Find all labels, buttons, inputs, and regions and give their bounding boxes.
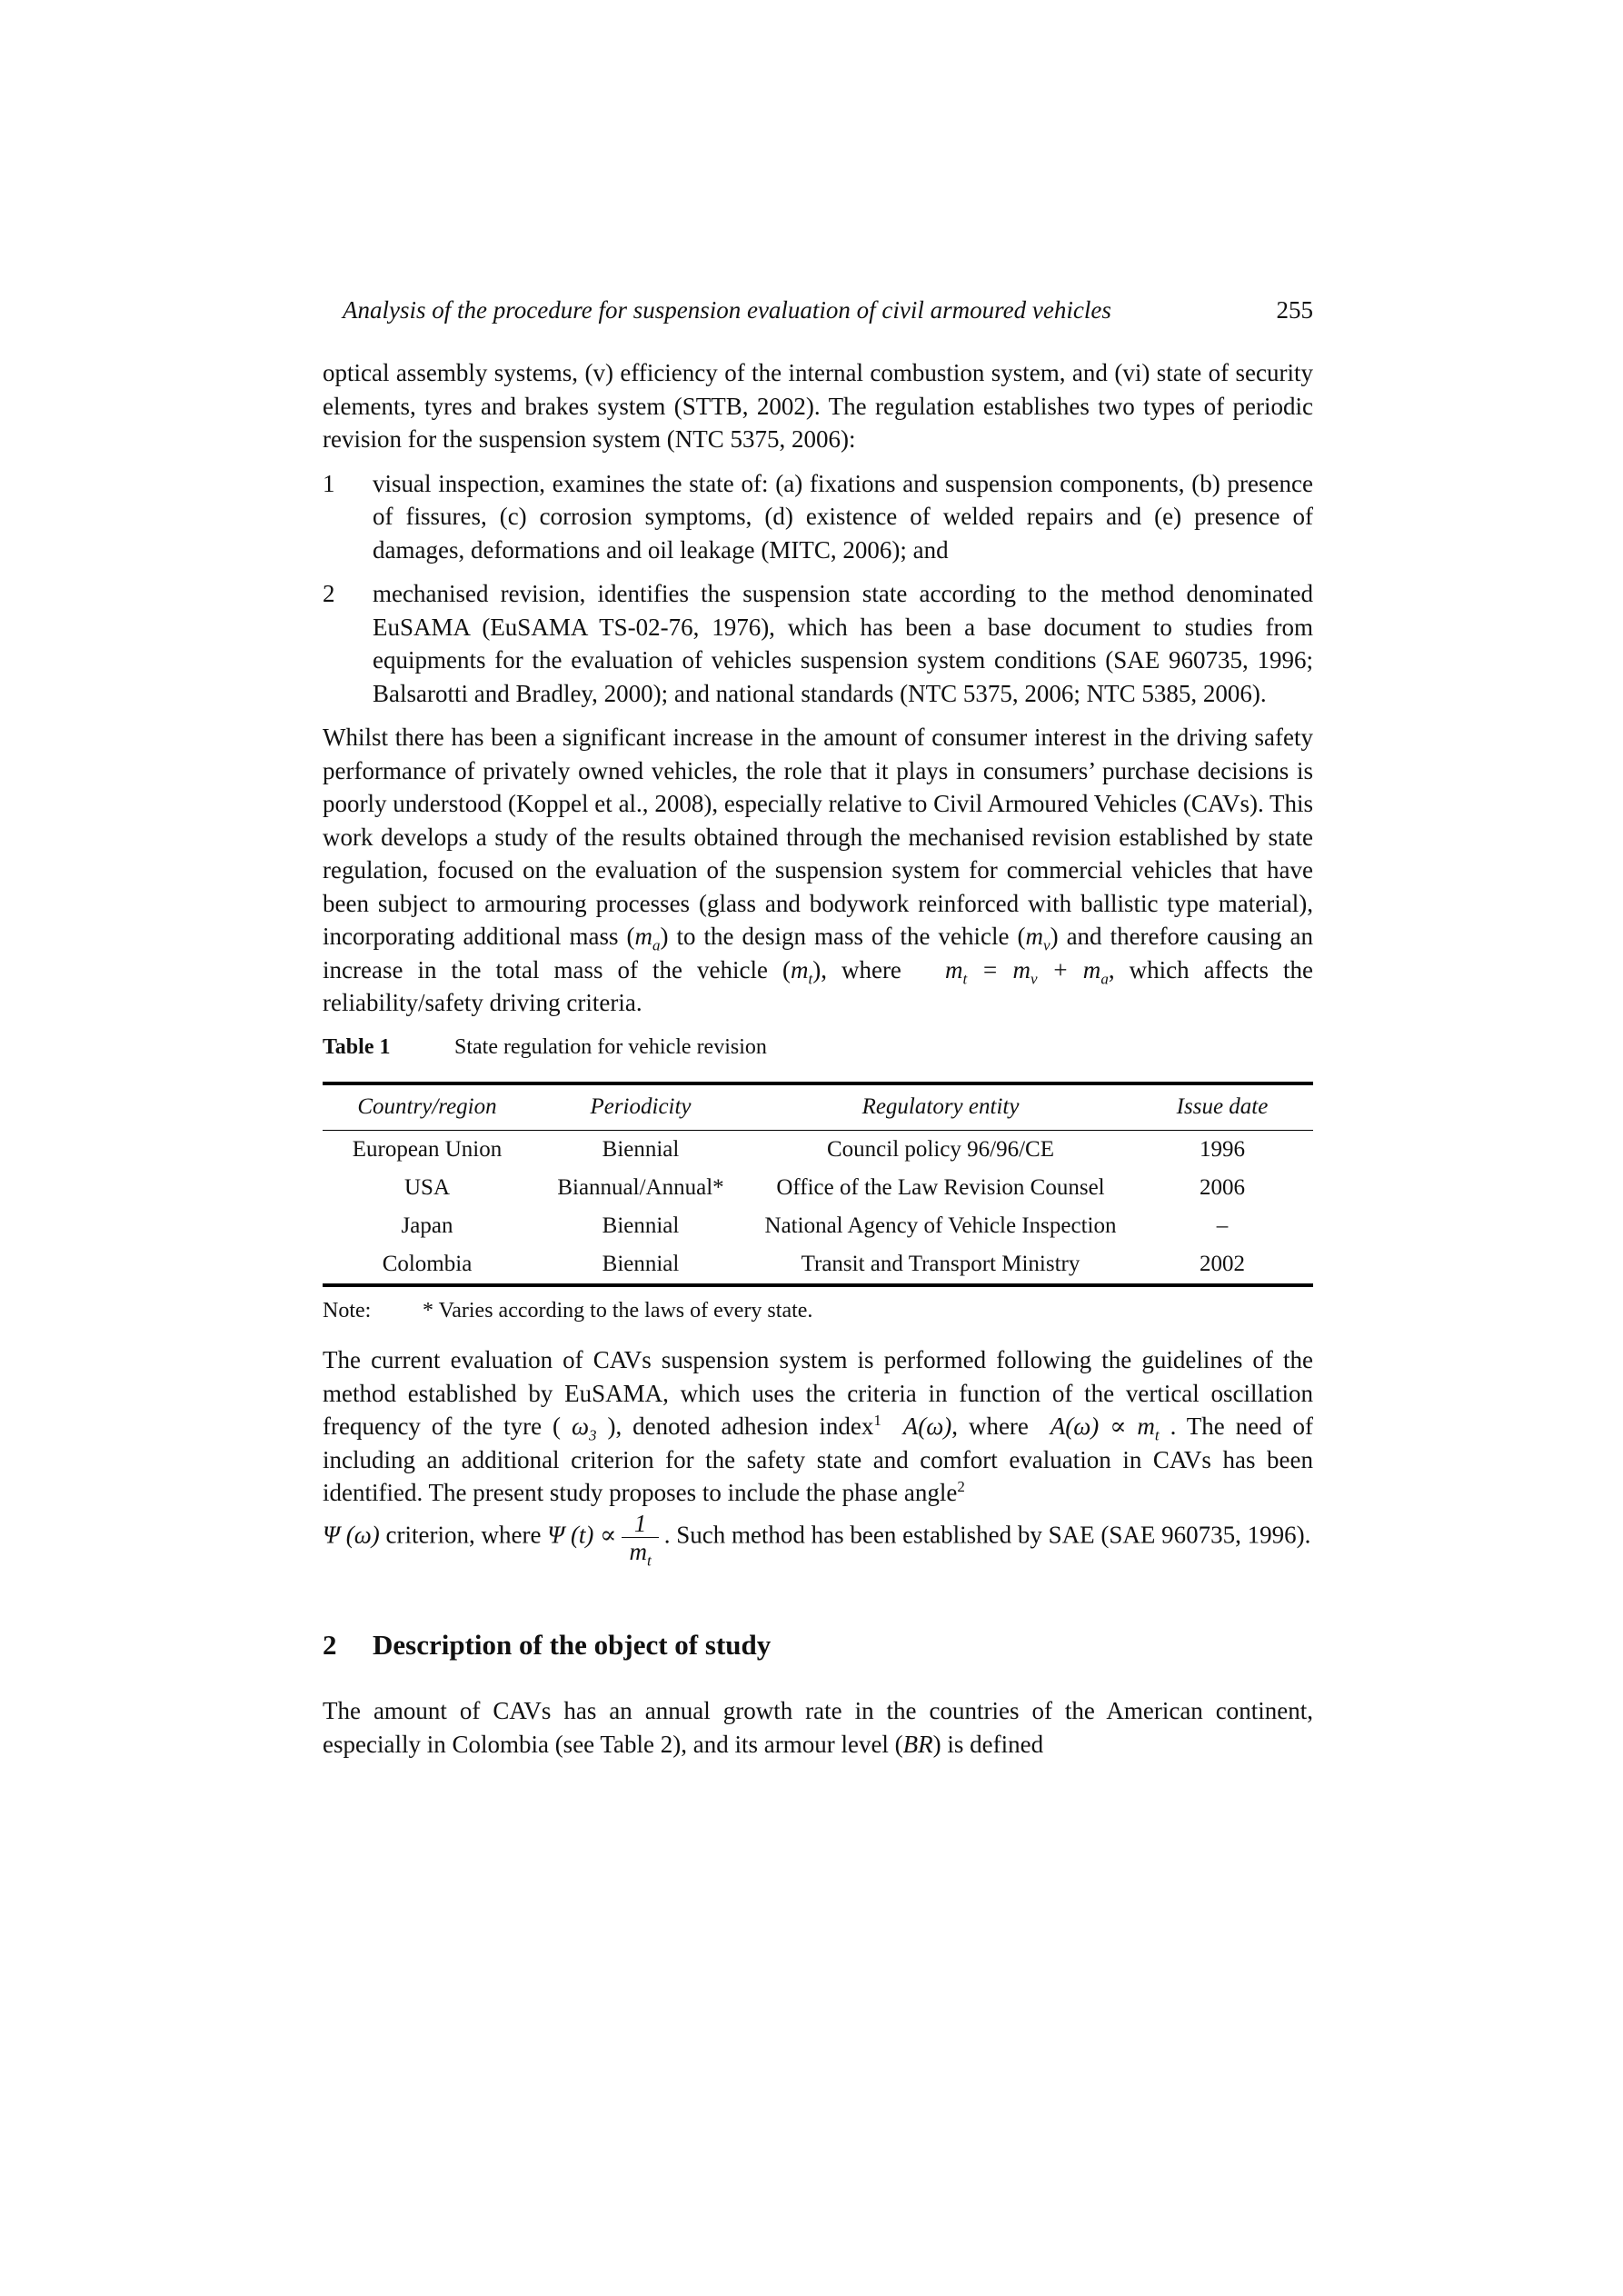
table-cell: Biennial (602, 1213, 680, 1238)
table-row (323, 1207, 1313, 1245)
table-header-cell: Country/region (323, 1083, 532, 1130)
table-cell: Biennial (602, 1136, 680, 1162)
section-heading (323, 1629, 1313, 1662)
math-sub: t (1154, 1426, 1160, 1444)
text-run: , which affects the reliability/safety driving criteria. (323, 955, 1314, 1016)
table-header-cell: Periodicity (532, 1083, 750, 1130)
math-expr: Ψ (t) ∝ (547, 1521, 617, 1549)
math-sub: v (1031, 969, 1038, 987)
page-number: 255 (1276, 296, 1313, 324)
math-sub: t (962, 969, 968, 987)
math-m: m (790, 955, 809, 983)
table-cell: Office of the Law Revision Counsel (776, 1174, 1105, 1200)
list-item (323, 577, 1313, 710)
body-text (323, 356, 1313, 1772)
list-item-number: 1 (323, 469, 335, 497)
math-symbol: ω (571, 1413, 590, 1440)
table-cell: – (1216, 1213, 1229, 1238)
paragraph (323, 721, 1313, 1020)
text-run: Whilst there has been a significant increase in the amount of consumer interest in the driving safety performance of privately owned vehicles, the role that it plays in consumers’ purchase decisions is poorly understood (Koppel et al., 2008), especially relative to Civil Armoured Vehicles (CAVs). This work develops a study of the results obtained through the mechanised revision established by state regulation, focused on the evaluation of the suspension system for commercial vehicles that have been subject to armouring processes (glass and bodywork reinforced with ballistic type material), incorporating additional mass ( (323, 724, 1313, 950)
text-run: The amount of CAVs has an annual growth rate in the countries of the American continent, especially in Colombia (see Table 2), and its armour level ( (323, 1697, 1313, 1758)
paragraph (323, 1343, 1314, 1569)
text-run: ) is defined (932, 1730, 1044, 1758)
table-cell: 2002 (1200, 1251, 1245, 1276)
table-header-row (323, 1083, 1313, 1130)
table-cell: Biannual/Annual* (557, 1174, 724, 1200)
table-cell: 2006 (1200, 1174, 1245, 1200)
fraction (622, 1509, 658, 1569)
paragraph (323, 1694, 1313, 1761)
equation (916, 955, 1109, 987)
footnote-ref: 1 (873, 1412, 881, 1429)
table-caption (323, 1031, 1313, 1064)
math-m: m (945, 955, 963, 983)
math-m: m (629, 1537, 647, 1565)
table-row (323, 1130, 1313, 1169)
text-run: . The need of including an additional criterion for the safety state and comfort evaluation in CAVs has been identified. The present study proposes to include the phase angle (323, 1413, 1314, 1506)
table-cell: USA (403, 1174, 450, 1200)
text-run: ) and therefore causing an increase in the total mass of the vehicle ( (323, 923, 1313, 983)
math-var (1025, 923, 1050, 954)
math-var: BR (902, 1730, 933, 1758)
table-cell: Council policy 96/96/CE (827, 1136, 1054, 1162)
table-note (323, 1294, 1313, 1328)
math-sub: a (652, 936, 661, 954)
fraction-denominator (622, 1537, 658, 1569)
math-var (634, 923, 661, 954)
math-var (790, 955, 813, 987)
table-caption-text: State regulation for vehicle revision (454, 1034, 767, 1059)
math-expr: A(ω) (902, 1413, 952, 1440)
section-number: 2 (323, 1628, 337, 1661)
text-run: . Such method has been established by SAE (SAE 960735, 1996). (663, 1521, 1311, 1549)
math-sub: 3 (589, 1426, 597, 1444)
table-cell: European Union (352, 1136, 503, 1162)
footnote-ref: 2 (957, 1478, 965, 1495)
math-omega (571, 1413, 597, 1444)
math-sub: a (1100, 969, 1109, 987)
math-sub: v (1043, 936, 1050, 954)
regulation-table (323, 1082, 1313, 1287)
math-sub: t (646, 1551, 652, 1569)
text-run: ), denoted adhesion index (607, 1413, 874, 1440)
table-header-cell: Issue date (1131, 1083, 1313, 1130)
math-expr: Ψ (ω) (323, 1521, 380, 1549)
text-run: The current evaluation of CAVs suspension system is performed following the guidelines of the method established by EuSAMA, which uses the criteria in function of the vertical oscillation frequency of the tyre ( (323, 1346, 1313, 1440)
running-header (323, 296, 1313, 333)
math-expr (1050, 1413, 1160, 1444)
list-item-text: mechanised revision, identifies the suspension state according to the method denominated EuSAMA (EuSAMA TS-02-76, 1976), which has been a base document to studies from equipments for the evaluation of vehicles suspension system conditions (SAE 960735, 1996; Balsarotti and Bradley, 2000); and national standards (NTC 5375, 2006; NTC 5385, 2006). (373, 580, 1313, 707)
table-note-text: * Varies according to the laws of every state. (423, 1298, 813, 1323)
math-op: + m (1037, 955, 1101, 983)
text-run: ) to the design mass of the vehicle ( (660, 923, 1026, 950)
table-cell: National Agency of Vehicle Inspection (764, 1213, 1117, 1238)
table-header-cell: Regulatory entity (750, 1083, 1131, 1130)
math-op: = m (967, 955, 1031, 983)
fraction-numerator: 1 (622, 1510, 658, 1538)
table-row (323, 1245, 1313, 1285)
section-title: Description of the object of study (373, 1628, 772, 1661)
text-run: ), where (812, 955, 901, 983)
math-m: m (1025, 923, 1044, 950)
text-run: , where (951, 1413, 1029, 1440)
list-item (323, 467, 1313, 567)
table-row (323, 1169, 1313, 1207)
math-expr-part: A(ω) ∝ m (1050, 1413, 1155, 1440)
paragraph: optical assembly systems, (v) efficiency of the internal combustion system, and (vi) state of security elements, tyres and brakes system (STTB, 2002). The regulation establishes two types of periodic revision for the suspension system (NTC 5375, 2006): (323, 359, 1313, 453)
table-cell: Transit and Transport Ministry (801, 1251, 1080, 1276)
math-sub: t (808, 969, 813, 987)
table-cell: Japan (401, 1213, 453, 1238)
list-item-text: visual inspection, examines the state of: (a) fixations and suspension components, (b) presence of fissures, (c) corrosion symptoms, (d) existence of welded repairs and (e) presence of damages, deformations and oil leakage (MITC, 2006); and (373, 469, 1313, 564)
table-cell: Biennial (602, 1251, 680, 1276)
math-m: m (634, 923, 652, 950)
table-cell: Colombia (382, 1251, 473, 1276)
running-title: Analysis of the procedure for suspension evaluation of civil armoured vehicles (343, 296, 1111, 324)
numbered-list (323, 467, 1313, 711)
table-label: Table 1 (323, 1034, 391, 1059)
table-cell: 1996 (1200, 1136, 1245, 1162)
table-note-label: Note: (323, 1298, 372, 1323)
text-run: criterion, where (379, 1521, 548, 1549)
list-item-number: 2 (323, 580, 335, 607)
